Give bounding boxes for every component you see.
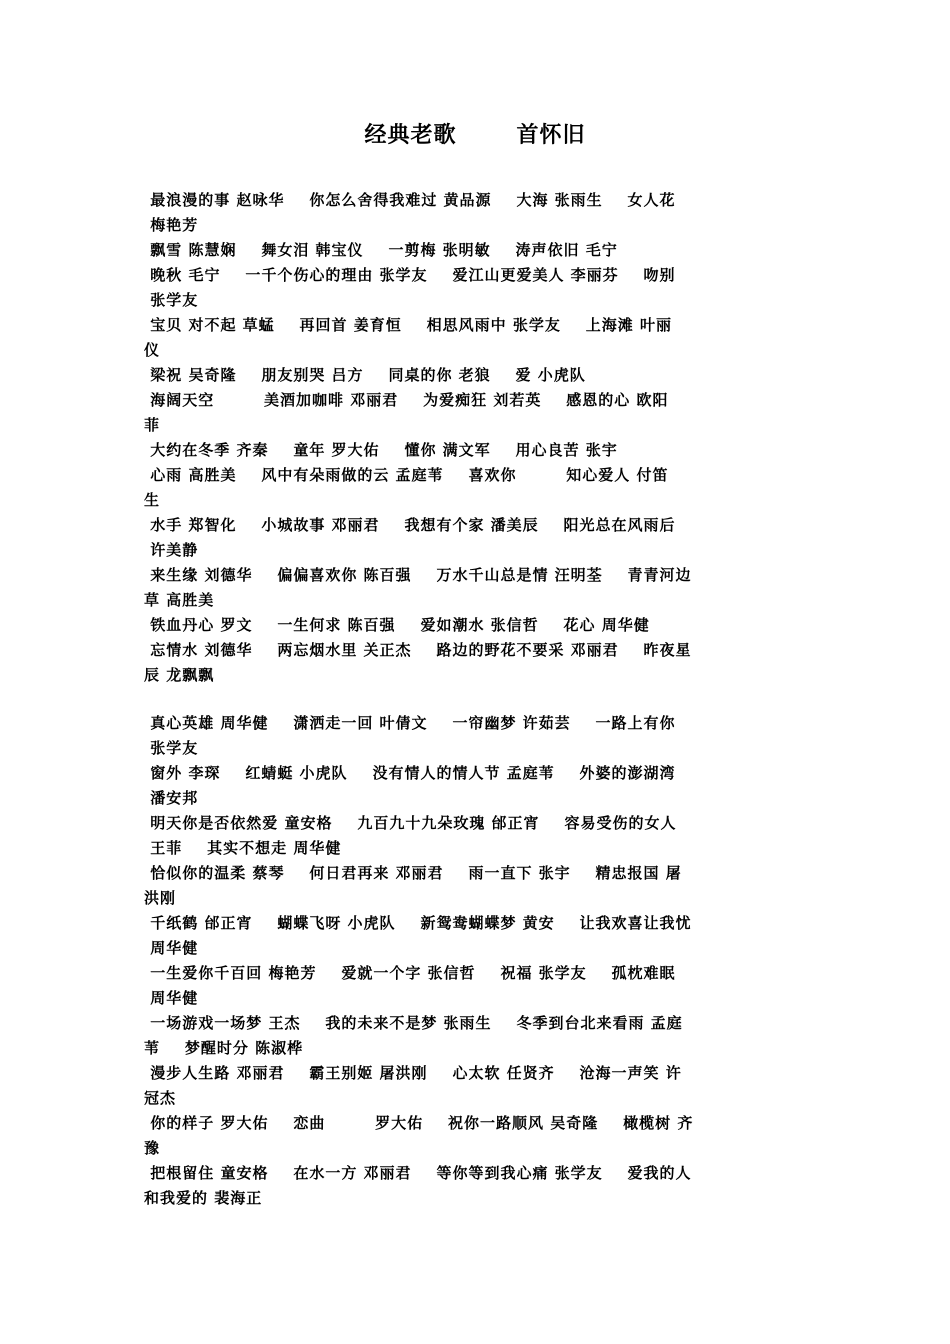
- song-line: 辰 龙飘飘: [144, 666, 215, 684]
- song-line: 漫步人生路 邓丽君 霸王别姬 屠洪刚 心太软 任贤齐 沧海一声笑 许: [144, 1064, 682, 1082]
- song-line: 千纸鹤 邰正宵 蝴蝶飞呀 小虎队 新鸳鸯蝴蝶梦 黄安 让我欢喜让我忧: [144, 914, 692, 932]
- song-line: 真心英雄 周华健 潇洒走一回 叶倩文 一帘幽梦 许茹芸 一路上有你: [144, 714, 676, 732]
- song-line: 周华健: [144, 989, 199, 1007]
- page-title: [0, 118, 950, 149]
- song-line: 一生爱你千百回 梅艳芳 爱就一个字 张信哲 祝福 张学友 孤枕难眠: [144, 964, 676, 982]
- song-line: 苇 梦醒时分 陈淑桦: [144, 1039, 304, 1057]
- song-line: 梁祝 吴奇隆 朋友别哭 吕方 同桌的你 老狼 爱 小虎队: [144, 366, 586, 384]
- song-line: 菲: [144, 416, 161, 434]
- song-line: 草 高胜美: [144, 591, 215, 609]
- song-line: 恰似你的温柔 蔡琴 何日君再来 邓丽君 雨一直下 张宇 精忠报国 屠: [144, 864, 682, 882]
- song-line: 忘情水 刘德华 两忘烟水里 关正杰 路边的野花不要采 邓丽君 昨夜星: [144, 641, 692, 659]
- song-line: 把根留住 童安格 在水一方 邓丽君 等你等到我心痛 张学友 爱我的人: [144, 1164, 692, 1182]
- song-list-section-1: [144, 188, 816, 688]
- song-line: 明天你是否依然爱 童安格 九百九十九朵玫瑰 邰正宵 容易受伤的女人: [144, 814, 677, 832]
- song-line: 和我爱的 裴海正: [144, 1189, 263, 1207]
- song-line: 洪刚: [144, 889, 177, 907]
- song-line: 生: [144, 491, 161, 509]
- song-line: 窗外 李琛 红蜻蜓 小虎队 没有情人的情人节 孟庭苇 外婆的澎湖湾: [144, 764, 676, 782]
- song-line: 冠杰: [144, 1089, 177, 1107]
- song-line: 仪: [144, 341, 161, 359]
- song-line: 大约在冬季 齐秦 童年 罗大佑 懂你 满文军 用心良苦 张宇: [144, 441, 618, 459]
- song-line: 来生缘 刘德华 偏偏喜欢你 陈百强 万水千山总是情 汪明荃 青青河边: [144, 566, 692, 584]
- song-line: 王菲 其实不想走 周华健: [144, 839, 342, 857]
- song-line: 心雨 高胜美 风中有朵雨做的云 孟庭苇 喜欢你 知心爱人 付笛: [144, 466, 669, 484]
- song-line: 铁血丹心 罗文 一生何求 陈百强 爱如潮水 张信哲 花心 周华健: [144, 616, 650, 634]
- song-line: 一场游戏一场梦 王杰 我的未来不是梦 张雨生 冬季到台北来看雨 孟庭: [144, 1014, 683, 1032]
- song-line: 飘雪 陈慧娴 舞女泪 韩宝仪 一剪梅 张明敏 涛声依旧 毛宁: [144, 241, 618, 259]
- song-line: 水手 郑智化 小城故事 邓丽君 我想有个家 潘美辰 阳光总在风雨后: [144, 516, 676, 534]
- song-line: 潘安邦: [144, 789, 199, 807]
- song-line: 许美静: [144, 541, 199, 559]
- song-line: 梅艳芳: [144, 216, 199, 234]
- song-line: 张学友: [144, 739, 199, 757]
- song-line: 晚秋 毛宁 一千个伤心的理由 张学友 爱江山更爱美人 李丽芬 吻别: [144, 266, 676, 284]
- title-sub: 首怀旧: [516, 123, 586, 148]
- song-line: 最浪漫的事 赵咏华 你怎么舍得我难过 黄品源 大海 张雨生 女人花: [144, 191, 676, 209]
- song-line: 海阔天空 美酒加咖啡 邓丽君 为爱痴狂 刘若英 感恩的心 欧阳: [144, 391, 669, 409]
- song-line: 豫: [144, 1139, 161, 1157]
- song-line: 周华健: [144, 939, 199, 957]
- song-line: 宝贝 对不起 草蜢 再回首 姜育恒 相思风雨中 张学友 上海滩 叶丽: [144, 316, 673, 334]
- title-main: 经典老歌: [364, 123, 457, 148]
- song-list-section-2: [144, 711, 816, 1211]
- song-line: 张学友: [144, 291, 199, 309]
- song-line: 你的样子 罗大佑 恋曲 罗大佑 祝你一路顺风 吴奇隆 橄榄树 齐: [144, 1114, 694, 1132]
